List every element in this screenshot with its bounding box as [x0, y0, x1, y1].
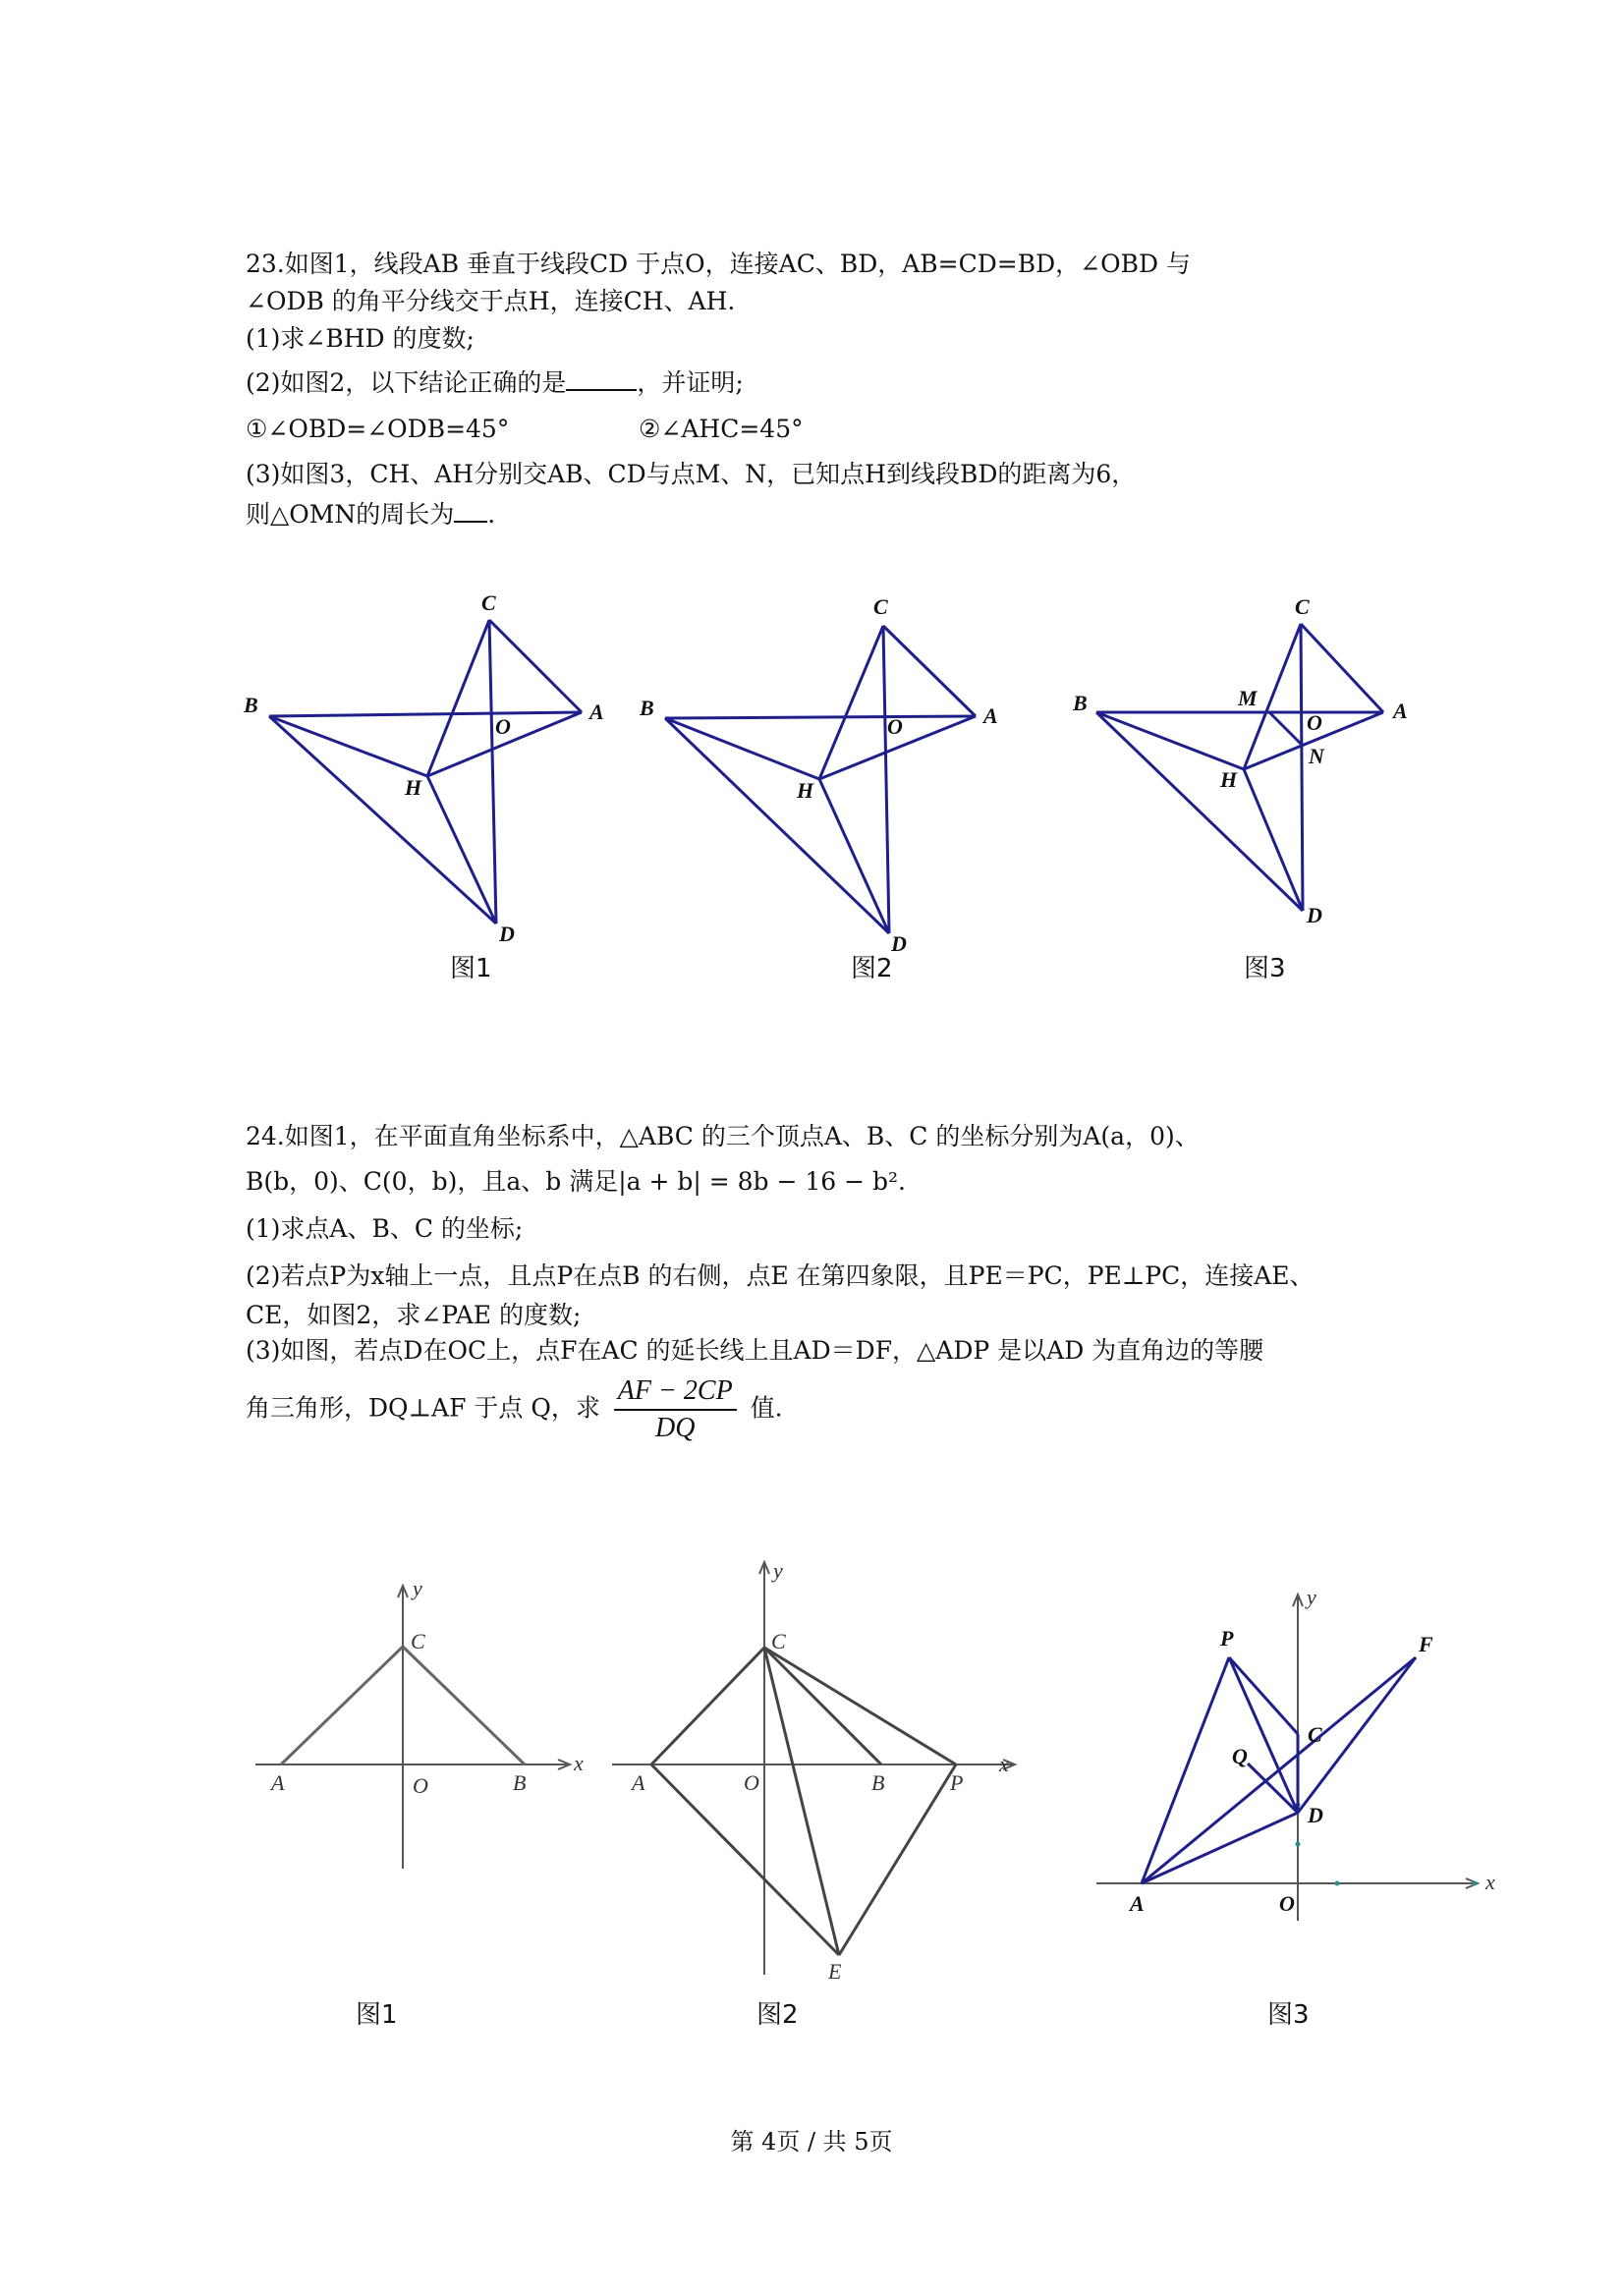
label-o: O [1279, 1891, 1295, 1916]
label-a: A [1130, 1891, 1145, 1916]
q23-option-1: ①∠OBD=∠ODB=45° [246, 415, 510, 443]
label-q: Q [1232, 1744, 1248, 1768]
label-a: A [632, 1770, 645, 1795]
label-y: y [413, 1576, 422, 1600]
segment-pd [1229, 1657, 1298, 1813]
label-b: B [1073, 691, 1088, 715]
segment-bd [665, 718, 889, 933]
q23-option-2: ②∠AHC=45° [639, 415, 804, 443]
label-c: C [1295, 594, 1310, 619]
q24-part3-tail: 值. [750, 1393, 783, 1423]
q23-part3-tail: . [487, 500, 496, 529]
segment-pe [839, 1764, 956, 1955]
segment-bd [1096, 712, 1303, 911]
q23-figure-2 [634, 585, 1027, 958]
answer-blank[interactable] [454, 497, 487, 523]
q23-part3-line2 [246, 497, 495, 532]
segment-ab [665, 716, 976, 718]
q24-part3-text: 角三角形，DQ⊥AF 于点 Q，求 [246, 1393, 600, 1423]
q23-stem-line1: 23.如图1，线段AB 垂直于线段CD 于点O，连接AC、BD，AB=CD=BD，∠OBD 与 [246, 250, 1191, 278]
label-x: x [574, 1751, 584, 1775]
figure-caption-1: 图1 [356, 2000, 398, 2030]
segment-ac [489, 620, 582, 712]
figure-caption-2: 图2 [851, 954, 893, 983]
segment-hd [427, 776, 496, 924]
fraction-denominator: DQ [655, 1413, 696, 1443]
segment-cd [883, 626, 889, 933]
segment-hd [819, 779, 889, 933]
label-b: B [871, 1770, 885, 1795]
label-a: A [271, 1770, 285, 1795]
q23-part2-text: (2)如图2，以下结论正确的是 [246, 368, 567, 397]
label-p: P [1220, 1626, 1234, 1651]
segment-cb [764, 1648, 881, 1764]
segment-bd [269, 716, 496, 924]
label-d: D [1307, 903, 1322, 927]
figure-caption-3: 图3 [1267, 2000, 1310, 2030]
label-d: D [1308, 1803, 1323, 1827]
segment-pc [1229, 1657, 1298, 1734]
label-a: A [1393, 699, 1408, 723]
q24-part2-line2: CE，如图2，求∠PAE 的度数; [246, 1301, 582, 1329]
label-e: E [828, 1959, 842, 1984]
label-n: N [1309, 744, 1324, 768]
fraction [614, 1373, 737, 1446]
page-footer: 第 4页 / 共 5页 [730, 2128, 893, 2156]
label-c: C [411, 1629, 425, 1653]
answer-blank[interactable] [566, 365, 637, 391]
figure-caption-1: 图1 [450, 954, 492, 983]
label-h: H [1220, 767, 1238, 792]
label-c: C [1308, 1722, 1322, 1747]
segment-cd [489, 620, 496, 924]
label-a: A [589, 700, 604, 724]
label-o: O [1307, 710, 1322, 735]
label-a: A [983, 703, 998, 728]
label-o: O [744, 1770, 759, 1795]
label-m: M [1238, 686, 1258, 710]
q23-part2 [246, 365, 744, 400]
label-b: B [640, 696, 654, 720]
q24-part1: (1)求点A、B、C 的坐标; [246, 1214, 524, 1243]
segment-hd [1244, 769, 1303, 911]
label-c: C [771, 1629, 786, 1653]
segment-cd [1301, 624, 1303, 911]
q24-part2-line1: (2)若点P为x轴上一点，且点P在点B 的右侧，点E 在第四象限，且PE＝PC，PE⊥PC，连接AE、 [246, 1261, 1315, 1290]
segment-bh [1096, 712, 1244, 769]
segment-ce [764, 1648, 839, 1955]
label-d: D [499, 922, 515, 946]
segment-bh [269, 716, 427, 776]
label-b: B [244, 693, 258, 717]
label-c: C [481, 590, 496, 615]
segment-hc [427, 620, 489, 776]
segment-cb [403, 1647, 525, 1764]
q24-figure-1 [246, 1572, 599, 1886]
figure-caption-2: 图2 [756, 2000, 799, 2030]
label-o: O [495, 714, 511, 739]
q24-figure-3 [1091, 1577, 1523, 1940]
label-b: B [513, 1770, 527, 1795]
label-f: F [1419, 1632, 1433, 1656]
fraction-numerator: AF − 2CP [614, 1373, 737, 1411]
segment-ac [281, 1647, 403, 1764]
figure-caption-3: 图3 [1244, 954, 1286, 983]
q24-stem-line1: 24.如图1，在平面直角坐标系中，△ABC 的三个顶点A、B、C 的坐标分别为A(a，0)、 [246, 1122, 1200, 1150]
q23-part3-text: 则△OMN的周长为 [246, 500, 455, 529]
segment-ac [1301, 624, 1383, 712]
label-d: D [891, 931, 907, 956]
label-y: y [1307, 1585, 1316, 1609]
q23-part3-line1: (3)如图3，CH、AH分别交AB、CD与点M、N，已知点H到线段BD的距离为6， [246, 460, 1137, 488]
segment-mn [1269, 712, 1301, 744]
q23-stem-line2: ∠ODB 的角平分线交于点H，连接CH、AH. [246, 287, 736, 315]
label-c: C [873, 594, 888, 619]
segment-ac [651, 1648, 764, 1764]
label-h: H [405, 775, 422, 800]
label-y: y [773, 1558, 783, 1583]
q23-figure-3 [1061, 585, 1454, 958]
segment-bh [665, 718, 819, 779]
q23-figure-1 [236, 585, 629, 958]
segment-cp [764, 1648, 956, 1764]
segment-ab [269, 712, 582, 716]
label-x: x [999, 1752, 1009, 1776]
q23-part1: (1)求∠BHD 的度数; [246, 324, 475, 353]
q24-part3-line1: (3)如图，若点D在OC上，点F在AC 的延长线上且AD＝DF，△ADP 是以AD 为直角边的等腰 [246, 1336, 1264, 1365]
q24-part3-line2 [246, 1373, 783, 1446]
label-h: H [797, 778, 814, 803]
label-p: P [950, 1770, 964, 1795]
label-o: O [413, 1773, 428, 1798]
label-x: x [1485, 1870, 1495, 1894]
label-o: O [887, 714, 903, 739]
q24-figure-2 [604, 1552, 1027, 1985]
q23-part2-tail: ，并证明; [637, 368, 744, 397]
q24-stem-line2: B(b，0)、C(0，b)，且a、b 满足|a + b| = 8b − 16 − b². [246, 1167, 906, 1196]
segment-ac [883, 626, 976, 716]
